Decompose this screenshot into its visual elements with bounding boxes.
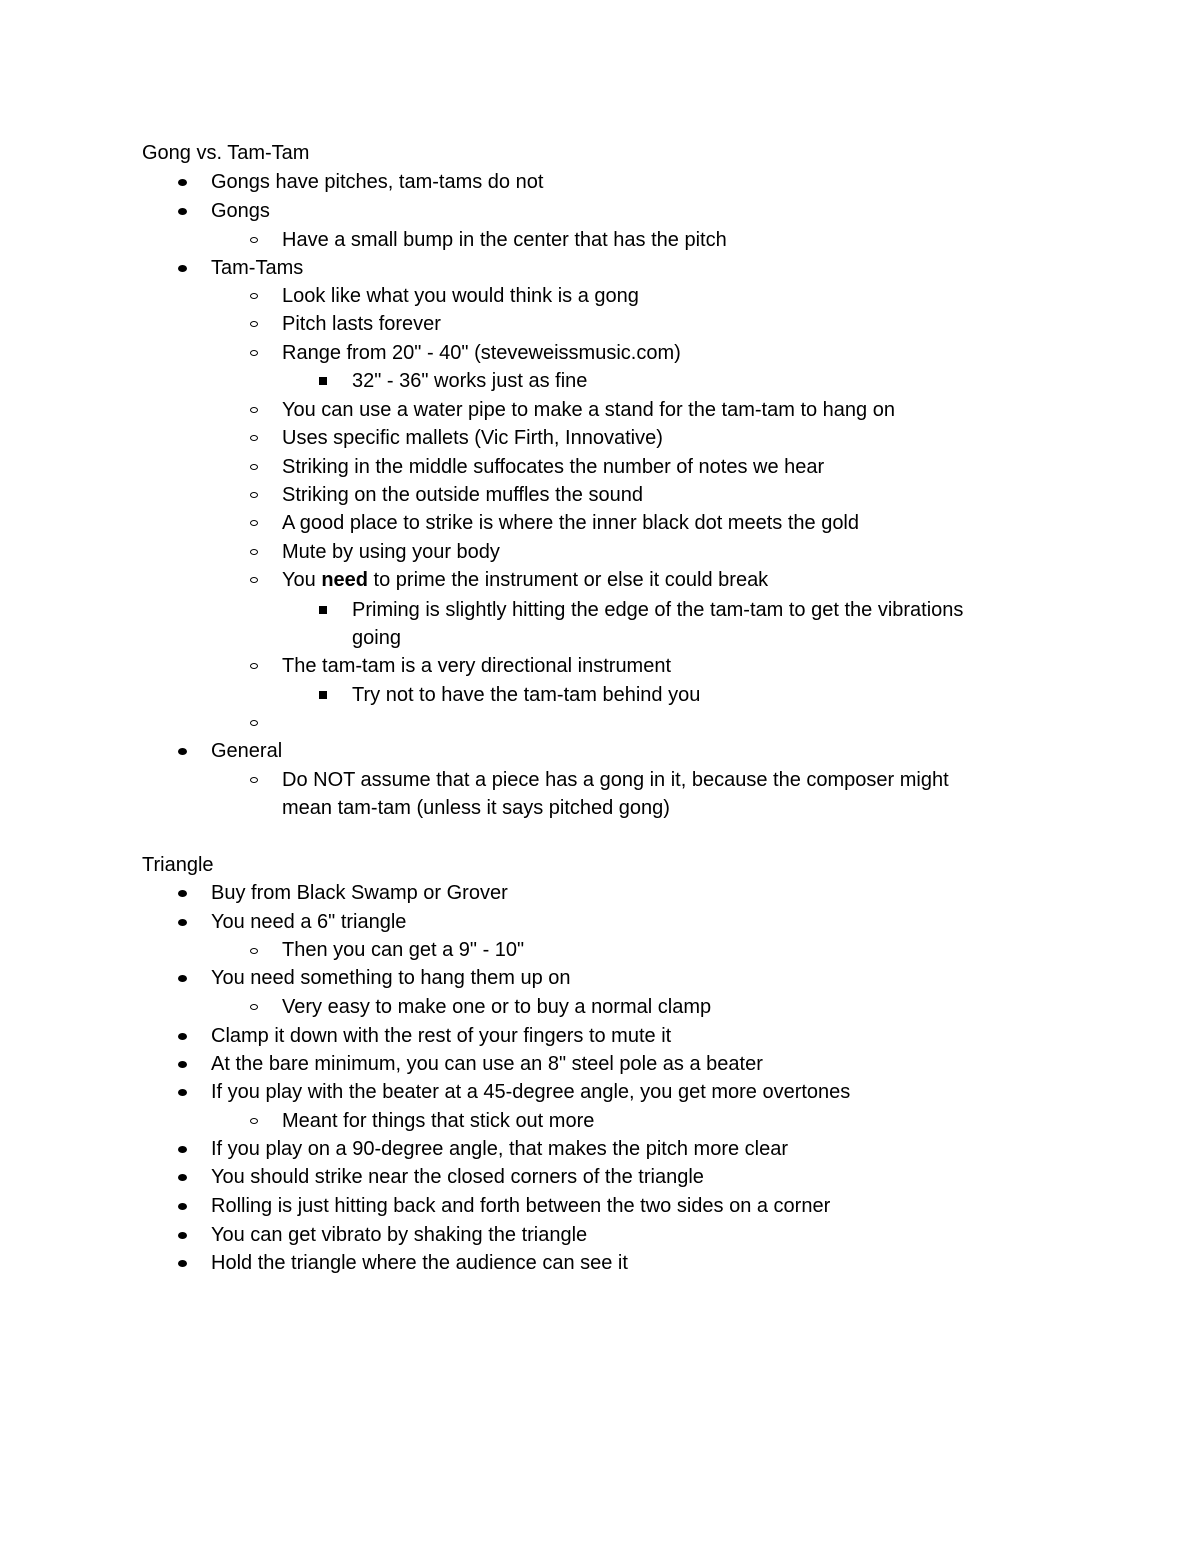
list-item: Do NOT assume that a piece has a gong in it, because the composer might — [282, 769, 949, 791]
bullet-disc-icon — [178, 919, 187, 926]
list-item: Try not to have the tam-tam behind you — [352, 684, 701, 706]
bullet-disc-icon — [178, 1260, 187, 1267]
bullet-circle-icon — [250, 321, 258, 327]
bullet-square-icon — [319, 606, 327, 614]
list-item-text-post: to prime the instrument or else it could break — [368, 569, 769, 591]
bullet-disc-icon — [178, 1232, 187, 1239]
bullet-disc-icon — [178, 1033, 187, 1040]
bullet-disc-icon — [178, 1203, 187, 1210]
list-item: Rolling is just hitting back and forth between the two sides on a corner — [211, 1195, 831, 1217]
bullet-disc-icon — [178, 1174, 187, 1181]
list-item: General — [211, 740, 283, 762]
bullet-circle-icon — [250, 1004, 258, 1010]
list-item: Look like what you would think is a gong — [282, 285, 639, 307]
bullet-circle-icon — [250, 237, 258, 243]
bullet-square-icon — [319, 691, 327, 699]
bullet-circle-icon — [250, 720, 258, 726]
bullet-disc-icon — [178, 179, 187, 186]
bullet-circle-icon — [250, 350, 258, 356]
list-item: You can use a water pipe to make a stand for the tam-tam to hang on — [282, 399, 895, 421]
bullet-circle-icon — [250, 435, 258, 441]
bullet-circle-icon — [250, 948, 258, 954]
list-item: You need something to hang them up on — [211, 967, 571, 989]
list-item: Gongs have pitches, tam-tams do not — [211, 171, 544, 193]
list-item: Uses specific mallets (Vic Firth, Innovative) — [282, 427, 663, 449]
list-item: You need a 6" triangle — [211, 911, 407, 933]
list-item-text-pre: You — [282, 569, 322, 591]
list-item-continuation: mean tam-tam (unless it says pitched gong) — [282, 797, 670, 819]
list-item: Very easy to make one or to buy a normal clamp — [282, 996, 712, 1018]
list-item — [282, 566, 768, 594]
bullet-square-icon — [319, 377, 327, 385]
list-item: If you play on a 90-degree angle, that makes the pitch more clear — [211, 1138, 789, 1160]
bullet-circle-icon — [250, 464, 258, 470]
list-item: If you play with the beater at a 45-degree angle, you get more overtones — [211, 1081, 851, 1103]
bullet-circle-icon — [250, 577, 258, 583]
list-item-bold-text: need — [321, 569, 368, 591]
list-item: Tam-Tams — [211, 257, 304, 279]
bullet-circle-icon — [250, 663, 258, 669]
section-heading-gong-vs-tam-tam: Gong vs. Tam-Tam — [142, 142, 310, 164]
bullet-disc-icon — [178, 1061, 187, 1068]
bullet-circle-icon — [250, 407, 258, 413]
list-item: A good place to strike is where the inner black dot meets the gold — [282, 512, 860, 534]
bullet-circle-icon — [250, 549, 258, 555]
bullet-disc-icon — [178, 1146, 187, 1153]
list-item: Clamp it down with the rest of your fingers to mute it — [211, 1025, 672, 1047]
list-item: At the bare minimum, you can use an 8" steel pole as a beater — [211, 1053, 763, 1075]
list-item: Pitch lasts forever — [282, 313, 441, 335]
list-item: Mute by using your body — [282, 541, 500, 563]
list-item: Striking in the middle suffocates the number of notes we hear — [282, 456, 825, 478]
list-item: Priming is slightly hitting the edge of the tam-tam to get the vibrations — [352, 599, 964, 621]
list-item: You can get vibrato by shaking the triangle — [211, 1224, 588, 1246]
section-heading-triangle: Triangle — [142, 854, 214, 876]
list-item: Buy from Black Swamp or Grover — [211, 882, 508, 904]
bullet-disc-icon — [178, 208, 187, 215]
list-item: Range from 20" - 40" (steveweissmusic.com) — [282, 342, 681, 364]
bullet-circle-icon — [250, 777, 258, 783]
bullet-disc-icon — [178, 265, 187, 272]
list-item: You should strike near the closed corners of the triangle — [211, 1166, 704, 1188]
bullet-disc-icon — [178, 748, 187, 755]
list-item-continuation: going — [352, 627, 401, 649]
bullet-circle-icon — [250, 293, 258, 299]
list-item: Striking on the outside muffles the sound — [282, 484, 643, 506]
list-item: Meant for things that stick out more — [282, 1110, 595, 1132]
list-item: 32" - 36" works just as fine — [352, 370, 588, 392]
list-item: Have a small bump in the center that has the pitch — [282, 229, 727, 251]
bullet-disc-icon — [178, 1089, 187, 1096]
list-item: The tam-tam is a very directional instrument — [282, 655, 672, 677]
list-item: Then you can get a 9" - 10" — [282, 939, 525, 961]
bullet-disc-icon — [178, 975, 187, 982]
list-item: Gongs — [211, 200, 270, 222]
bullet-circle-icon — [250, 492, 258, 498]
bullet-circle-icon — [250, 1118, 258, 1124]
bullet-circle-icon — [250, 520, 258, 526]
list-item: Hold the triangle where the audience can see it — [211, 1252, 628, 1274]
bullet-disc-icon — [178, 890, 187, 897]
